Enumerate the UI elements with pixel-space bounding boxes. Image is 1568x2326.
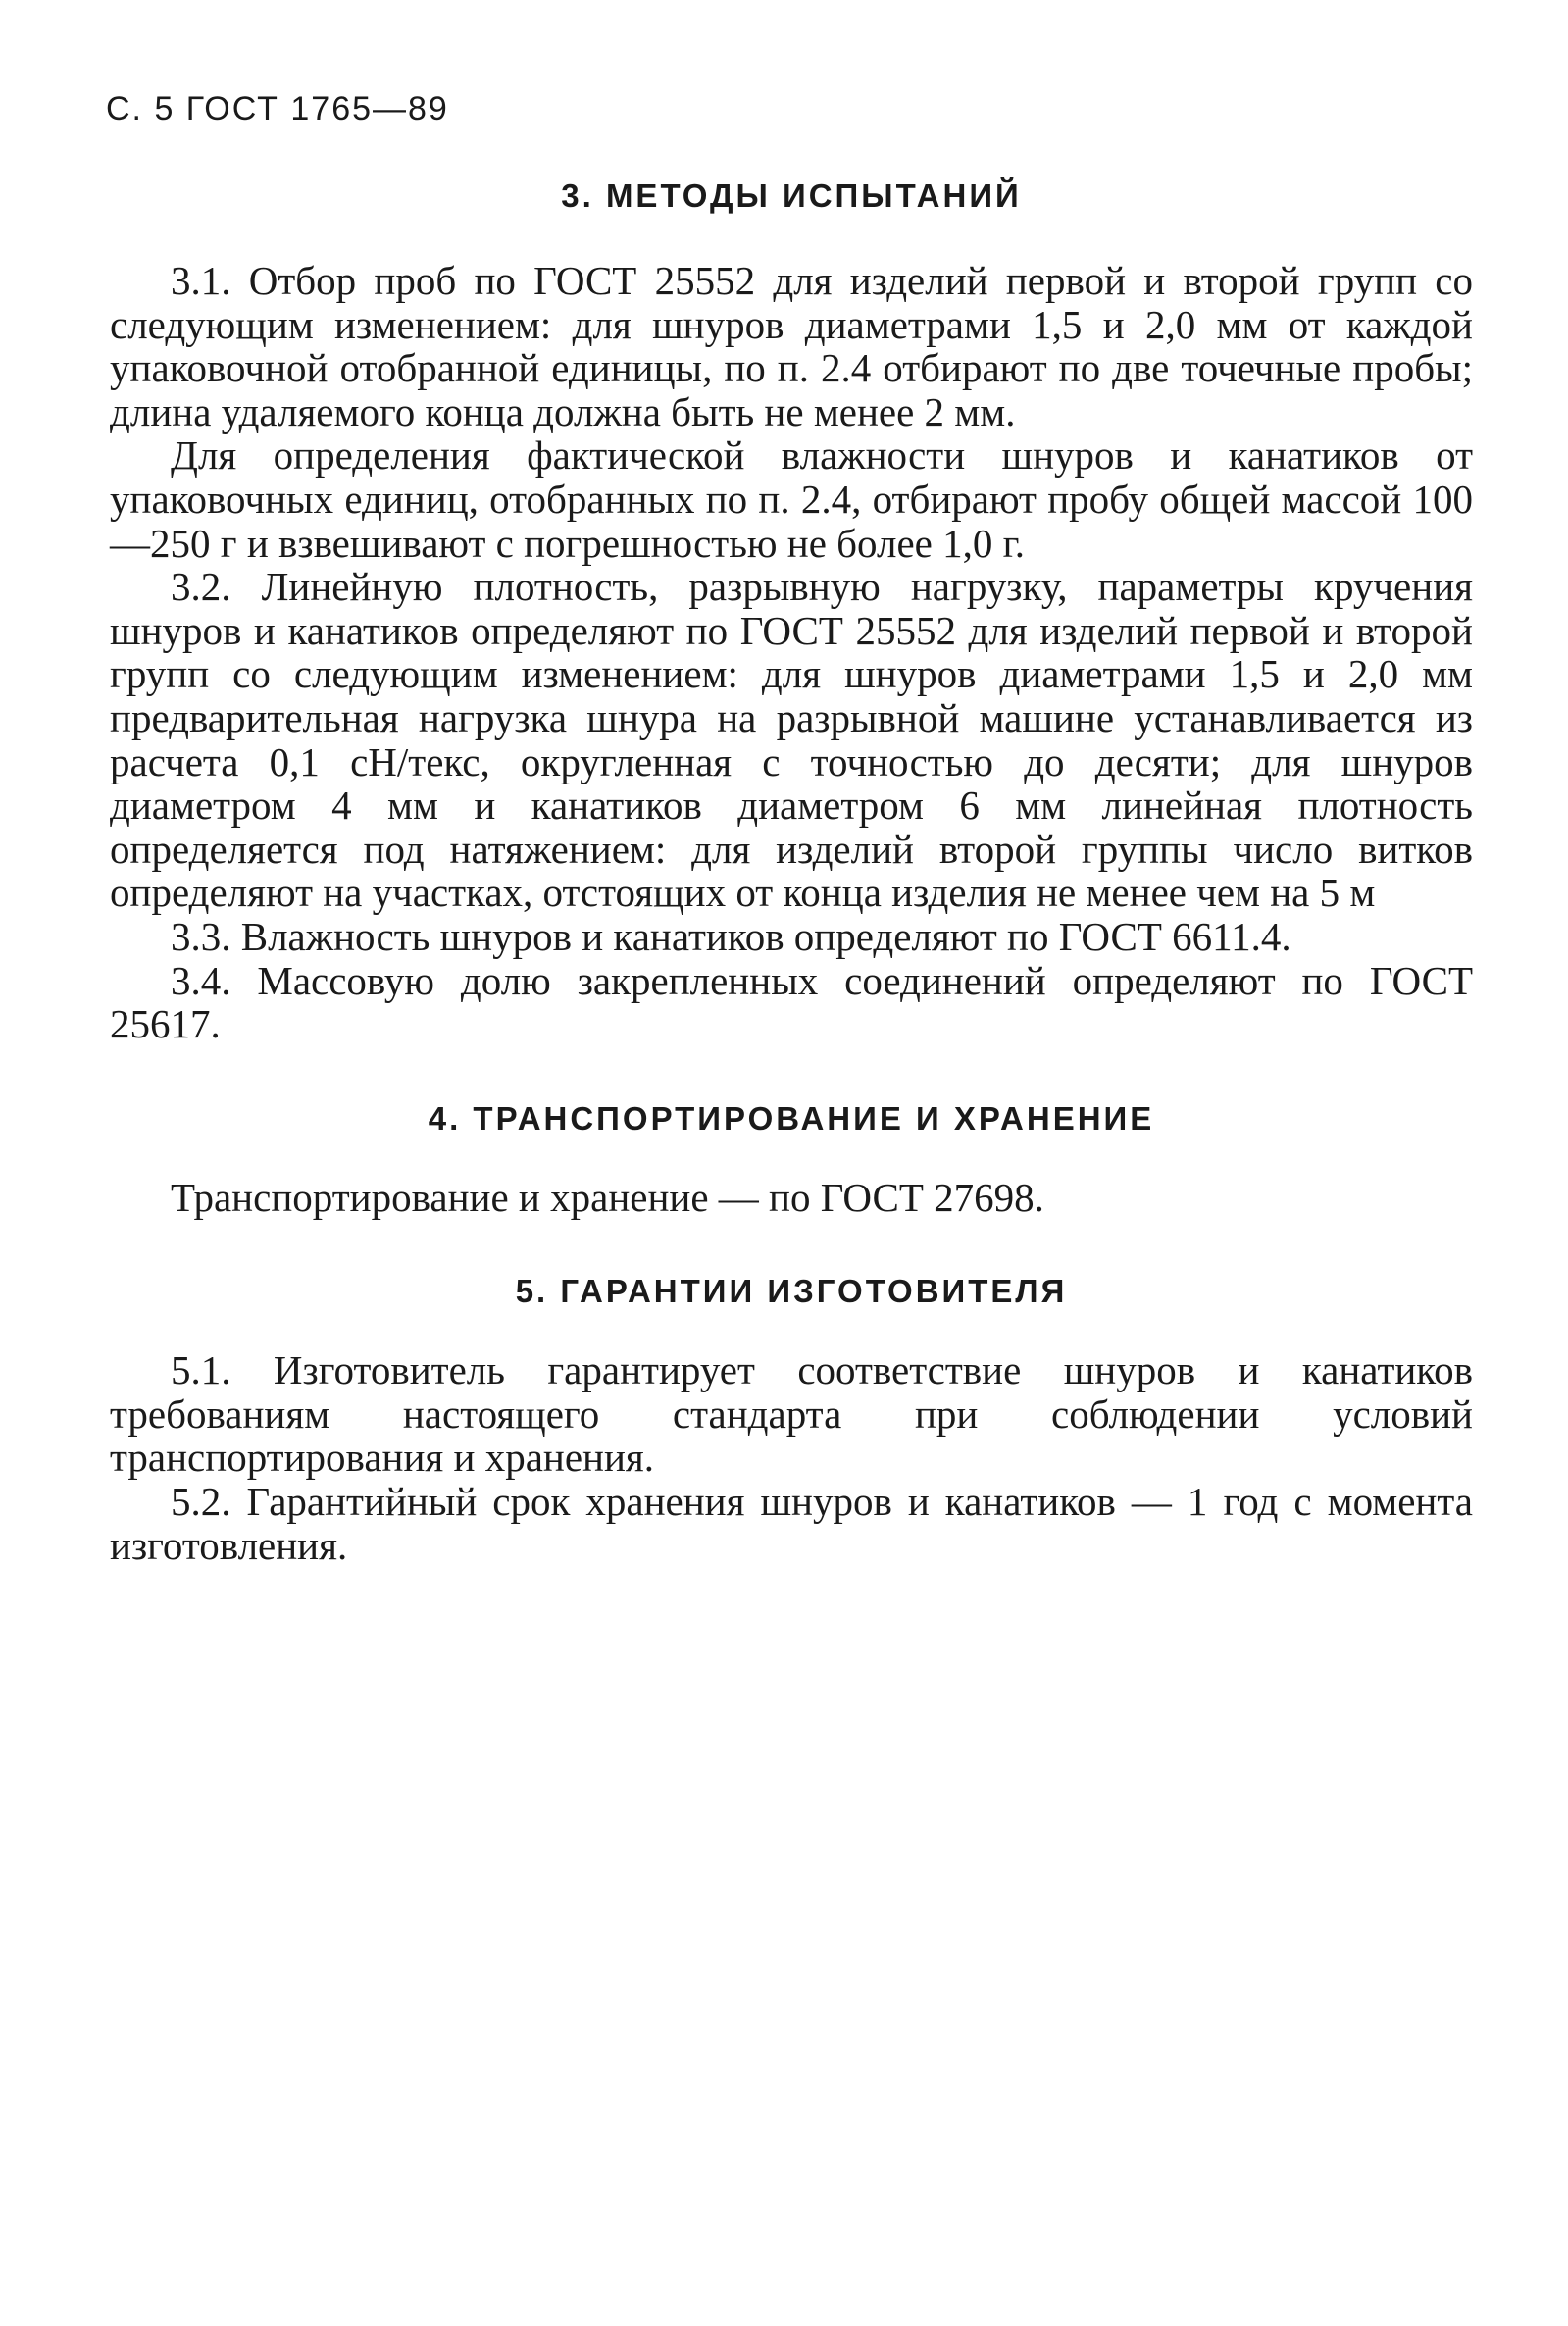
- section-5-heading: 5. ГАРАНТИИ ИЗГОТОВИТЕЛЯ: [515, 1273, 1068, 1310]
- clause-5-2: 5.2. Гарантийный срок хранения шнуров и канатиков — 1 год с момента изготовления.: [110, 1479, 1473, 1568]
- clause-4: Транспортирование и хранение — по ГОСТ 27698.: [171, 1174, 1044, 1220]
- section-3-heading: 3. МЕТОДЫ ИСПЫТАНИЙ: [561, 177, 1022, 214]
- clause-3-1-moisture: Для определения фактической влажности шнуров и канатиков от упаковочных единиц, отобранных по п. 2.4, отбирают пробу общей массой 100—250 г и взвешивают с погрешностью не более 1,0 г.: [110, 432, 1473, 566]
- clause-3-1: 3.1. Отбор проб по ГОСТ 25552 для изделий первой и второй групп со следующим изменением: для шнуров диаметрами 1,5 и 2,0 мм от каждой упаковочной отобранной единицы, по п. 2.4 отбирают по две точечные пробы; длина удаляемого конца должна быть не менее 2 мм.: [110, 258, 1473, 434]
- section-4-heading: 4. ТРАНСПОРТИРОВАНИЕ И ХРАНЕНИЕ: [428, 1099, 1155, 1137]
- clause-3-2: 3.2. Линейную плотность, разрывную нагрузку, параметры кручения шнуров и канатиков определяют по ГОСТ 25552 для изделий первой и второй групп со следующим изменением: для шнуров диаметрами 1,5 и 2,0 мм предварительная нагрузка шнура на разрывной машине устанавливается из расчета 0,1 сН/текс, округленная с точностью до десяти; для шнуров диаметром 4 мм и канатиков диаметром 6 мм линейная плотность определяется под натяжением: для изделий второй группы число витков определяют на участках, отстоящих от конца изделия не менее чем на 5 м: [110, 564, 1473, 916]
- document-body: [110, 175, 1473, 1567]
- page-header: С. 5 ГОСТ 1765—89: [106, 90, 449, 127]
- clause-3-4: 3.4. Массовую долю закрепленных соединений определяют по ГОСТ 25617.: [110, 957, 1473, 1047]
- clause-5-1: 5.1. Изготовитель гарантирует соответствие шнуров и канатиков требованиям настоящего стандарта при соблюдении условий транспортирования и хранения.: [110, 1347, 1473, 1481]
- clause-3-3: 3.3. Влажность шнуров и канатиков определяют по ГОСТ 6611.4.: [171, 913, 1291, 959]
